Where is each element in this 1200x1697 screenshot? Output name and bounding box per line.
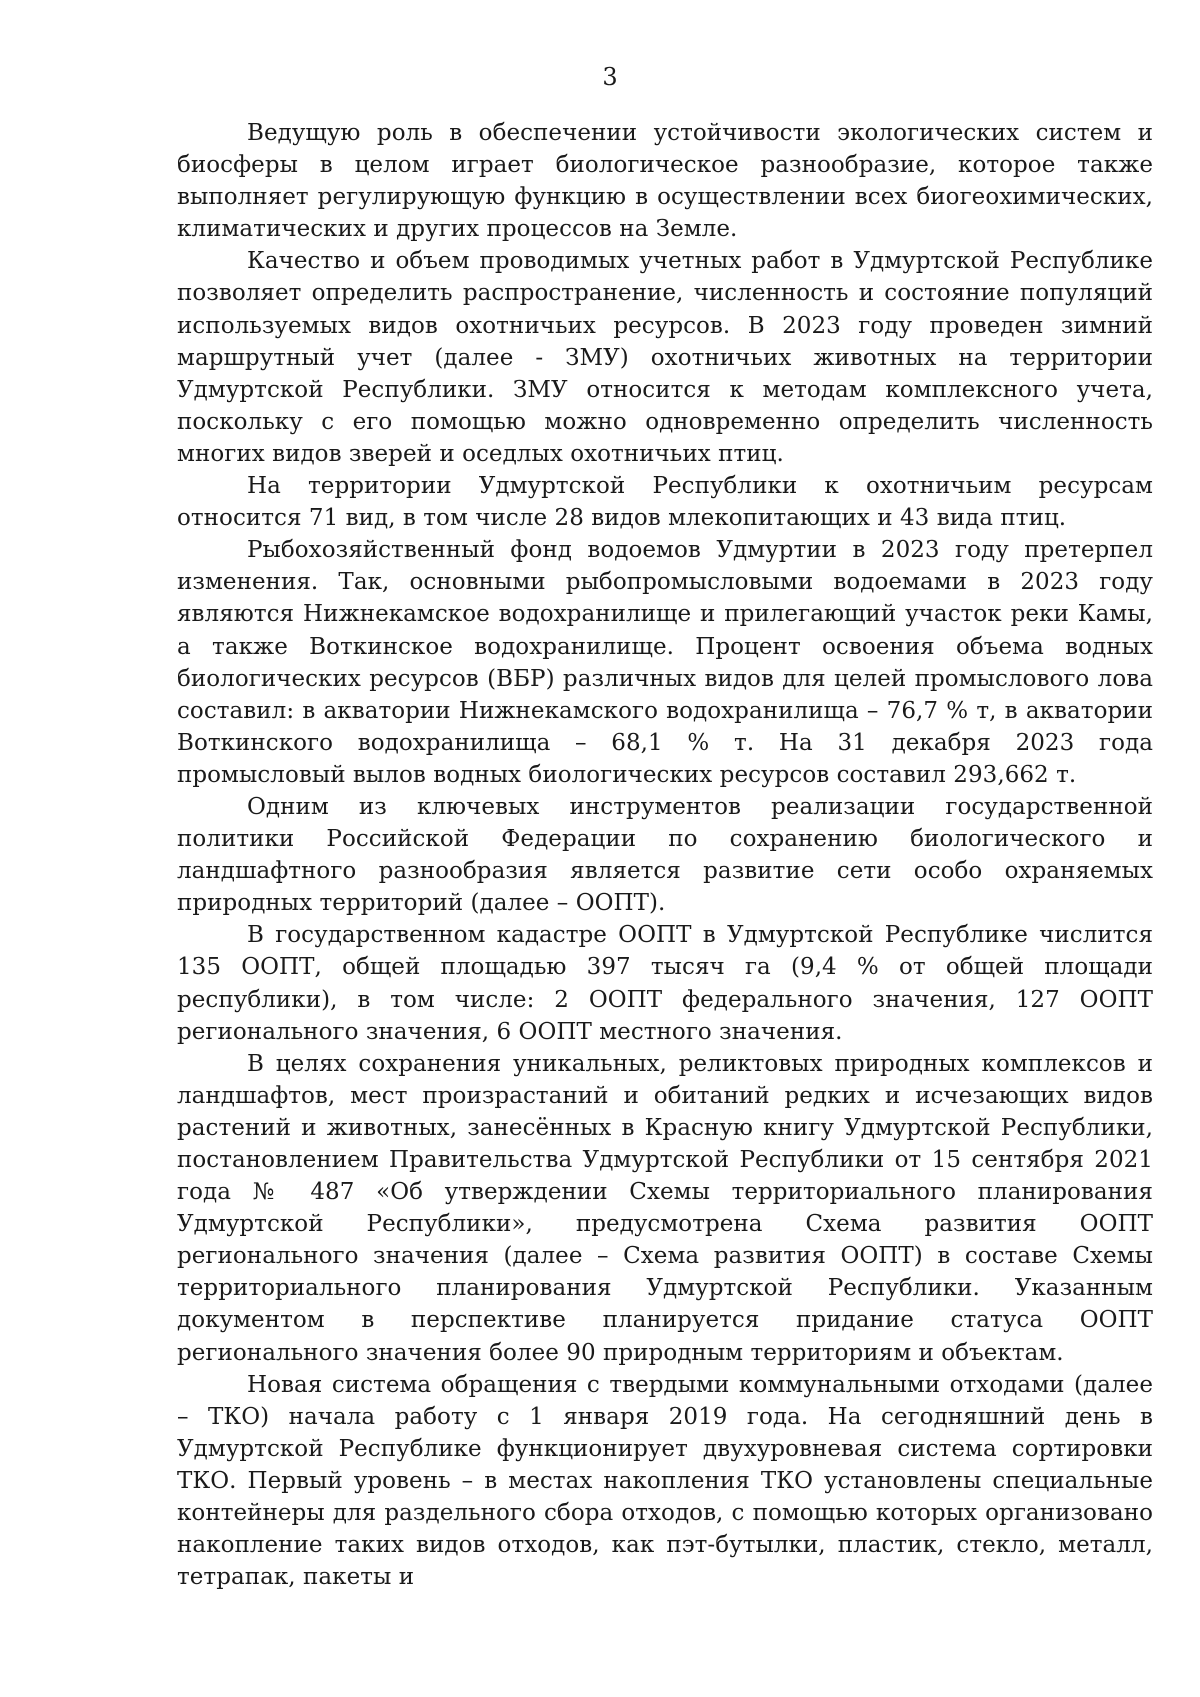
paragraph-hunting-resources: На территории Удмуртской Республики к охотничьим ресурсам относится 71 вид, в том числе 28 видов млекопитающих и 43 вида птиц. [177,473,1153,532]
paragraph-protected-areas-scheme: В целях сохранения уникальных, реликтовых природных комплексов и ландшафтов, мест произрастаний и обитаний редких и исчезающих видов растений и животных, занесённых в Красную книгу Удмуртской Республики, постановлением Правительства Удмуртской Республики от 15 сентября 2021 года № 487 «Об утверждении Схемы территориального планирования Удмуртской Республики», предусмотрена Схема развития ООПТ регионального значения (далее – Схема развития ООПТ) в составе Схемы территориального планирования Удмуртской Республики. Указанным документом в перспективе планируется придание статуса ООПТ регионального значения более 90 природным территориям и объектам. [177,1050,1153,1366]
paragraph-biodiversity: Ведущую роль в обеспечении устойчивости экологических систем и биосферы в целом играет биологическое разнообразие, которое также выполняет регулирующую функцию в осуществлении всех биогеохимических, климатических и других процессов на Земле. [177,120,1153,243]
paragraph-fishery-fund: Рыбохозяйственный фонд водоемов Удмуртии в 2023 году претерпел изменения. Так, основными рыбопромысловыми водоемами в 2023 году являются Нижнекамское водохранилище и прилегающий участок реки Камы, а также Воткинское водохранилище. Процент освоения объема водных биологических ресурсов (ВБР) различных видов для целей промыслового лова составил: в акватории Нижнекамского водохранилища – 76,7 % т, в акватории Воткинского водохранилища – 68,1 % т. На 31 декабря 2023 года промысловый вылов водных биологических ресурсов составил 293,662 т. [177,537,1153,788]
paragraph-protected-areas-cadastre: В государственном кадастре ООПТ в Удмуртской Республике числится 135 ООПТ, общей площадью 397 тысяч га (9,4 % от общей площади республики), в том числе: 2 ООПТ федерального значения, 127 ООПТ регионального значения, 6 ООПТ местного значения. [177,922,1153,1045]
paragraph-waste-management: Новая система обращения с твердыми коммунальными отходами (далее – ТКО) начала работу с 1 января 2019 года. На сегодняшний день в Удмуртской Республике функционирует двухуровневая система сортировки ТКО. Первый уровень – в местах накопления ТКО установлены специальные контейнеры для раздельного сбора отходов, с помощью которых организовано накопление таких видов отходов, как пэт-бутылки, пластик, стекло, металл, тетрапак, пакеты и [177,1371,1153,1591]
document-body [177,117,1153,1593]
page-number: 3 [602,63,618,91]
paragraph-protected-areas-policy: Одним из ключевых инструментов реализации государственной политики Российской Федерации по сохранению биологического и ландшафтного разнообразия является развитие сети особо охраняемых природных территорий (далее – ООПТ). [177,793,1153,917]
paragraph-hunting-census: Качество и объем проводимых учетных работ в Удмуртской Республике позволяет определить распространение, численность и состояние популяций используемых видов охотничьих ресурсов. В 2023 году проведен зимний маршрутный учет (далее - ЗМУ) охотничьих животных на территории Удмуртской Республики. ЗМУ относится к методам комплексного учета, поскольку с его помощью можно одновременно определить численность многих видов зверей и оседлых охотничьих птиц. [177,248,1153,467]
